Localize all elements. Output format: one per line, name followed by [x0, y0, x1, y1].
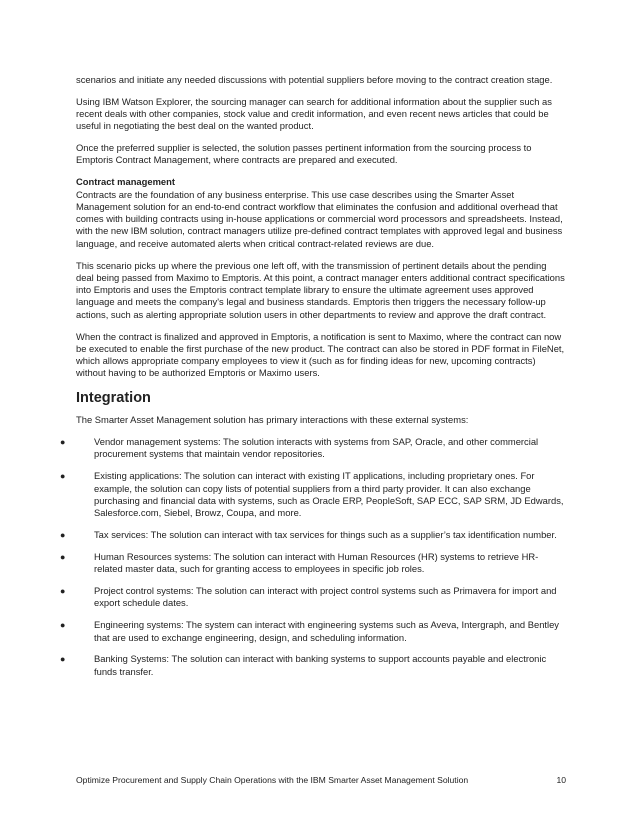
footer-title: Optimize Procurement and Supply Chain Operations with the IBM Smarter Asset Management Solution [76, 775, 469, 785]
bullet-icon: ● [60, 530, 66, 540]
bullet-icon: ● [60, 586, 66, 597]
list-item: ● Banking Systems: The solution can interact with banking systems to support accounts payable and electronic funds transfer. [60, 653, 547, 677]
bullet-icon: ● [60, 471, 66, 482]
paragraph: This scenario picks up where the previous one left off, with the transmission of pertinent details about the pending deal being passed from Maximo to Emptoris. At this point, a contract manager enters additional contract specifications into Emptoris and uses the Emptoris contract template library to ensure the ultimate agreement uses approved language and meets the company's legal and business standards. Emptoris then triggers the necessary follow-up actions, such as alerting appropriate solution users in other departments to review and approve the draft contract. [76, 259, 565, 320]
paragraph: When the contract is finalized and approved in Emptoris, a notification is sent to Maximo, where the contract can now be executed to enable the first purchase of the new product. The contract can also be stored in PDF format in FileNet, which allows appropriate company employees to view it (such as for finding ideas for new, upcoming contracts) without having to be authorized Emptoris or Maximo users. [76, 330, 565, 379]
list-item: ● Existing applications: The solution can interact with existing IT applications, including proprietary ones. For example, the solution can copy lists of potential suppliers from a third party provider. It can also exchange purchasing and financial data with systems, such as Oracle ERP, PeopleSoft, SAP ECC, SAP SRM, JD Edwards, Salesforce.com, Siebel, Browz, Coupa, and more. [60, 470, 564, 519]
list-item: ● Engineering systems: The system can interact with engineering systems such as Aveva, Intergraph, and Bentley that are used to exchange engineering, design, and scheduling information. [60, 619, 559, 643]
paragraph: Contracts are the foundation of any business enterprise. This use case describes using the Smarter Asset Management solution for an end-to-end contract workflow that eliminates the confusion and additional overhead that comes with building contracts using in-house applications or commercial word processors and spreadsheets. Instead, with the new IBM solution, contract managers utilize pre-defined contract templates with approved legal and business language, and receive automated alerts when critical contract-related reviews are due. [76, 188, 563, 249]
list-item: ● Human Resources systems: The solution can interact with Human Resources (HR) systems to retrieve HR-related master data, such for granting access to employees in specific job roles. [60, 550, 539, 575]
page-footer [76, 775, 566, 786]
integration-intro: The Smarter Asset Management solution has primary interactions with these external systems: [76, 414, 469, 426]
paragraph: scenarios and initiate any needed discussions with potential suppliers before moving to the contract creation stage. [76, 74, 553, 85]
list-item: ● Tax services: The solution can interact with tax services for things such as a supplier’s tax identification number. [60, 529, 557, 540]
page-body [60, 74, 566, 688]
paragraph: Using IBM Watson Explorer, the sourcing manager can search for additional information about the supplier such as recent deals with other companies, stock value and credit information, and even recent news articles that could be useful in negotiating the best deal on the wanted product. [76, 95, 552, 132]
bullet-icon: ● [60, 654, 66, 665]
contract-management-heading: Contract management [76, 176, 175, 188]
list-item: ● Vendor management systems: The solution interacts with systems from SAP, Oracle, and other commercial procurement systems that maintain vendor repositories. [60, 436, 539, 460]
contract-management-section [76, 176, 566, 250]
bullet-icon: ● [60, 620, 66, 631]
list-item: ● Project control systems: The solution can interact with project control systems such as Primavera for import and export schedule dates. [60, 585, 557, 609]
paragraph: Once the preferred supplier is selected, the solution passes pertinent information from the sourcing process to Emptoris Contract Management, where contracts are prepared and executed. [76, 142, 532, 166]
integration-heading: Integration [76, 390, 151, 407]
bullet-icon: ● [60, 437, 66, 448]
bullet-icon: ● [60, 551, 66, 562]
page-number: 10 [556, 775, 566, 785]
integration-list [60, 436, 566, 678]
